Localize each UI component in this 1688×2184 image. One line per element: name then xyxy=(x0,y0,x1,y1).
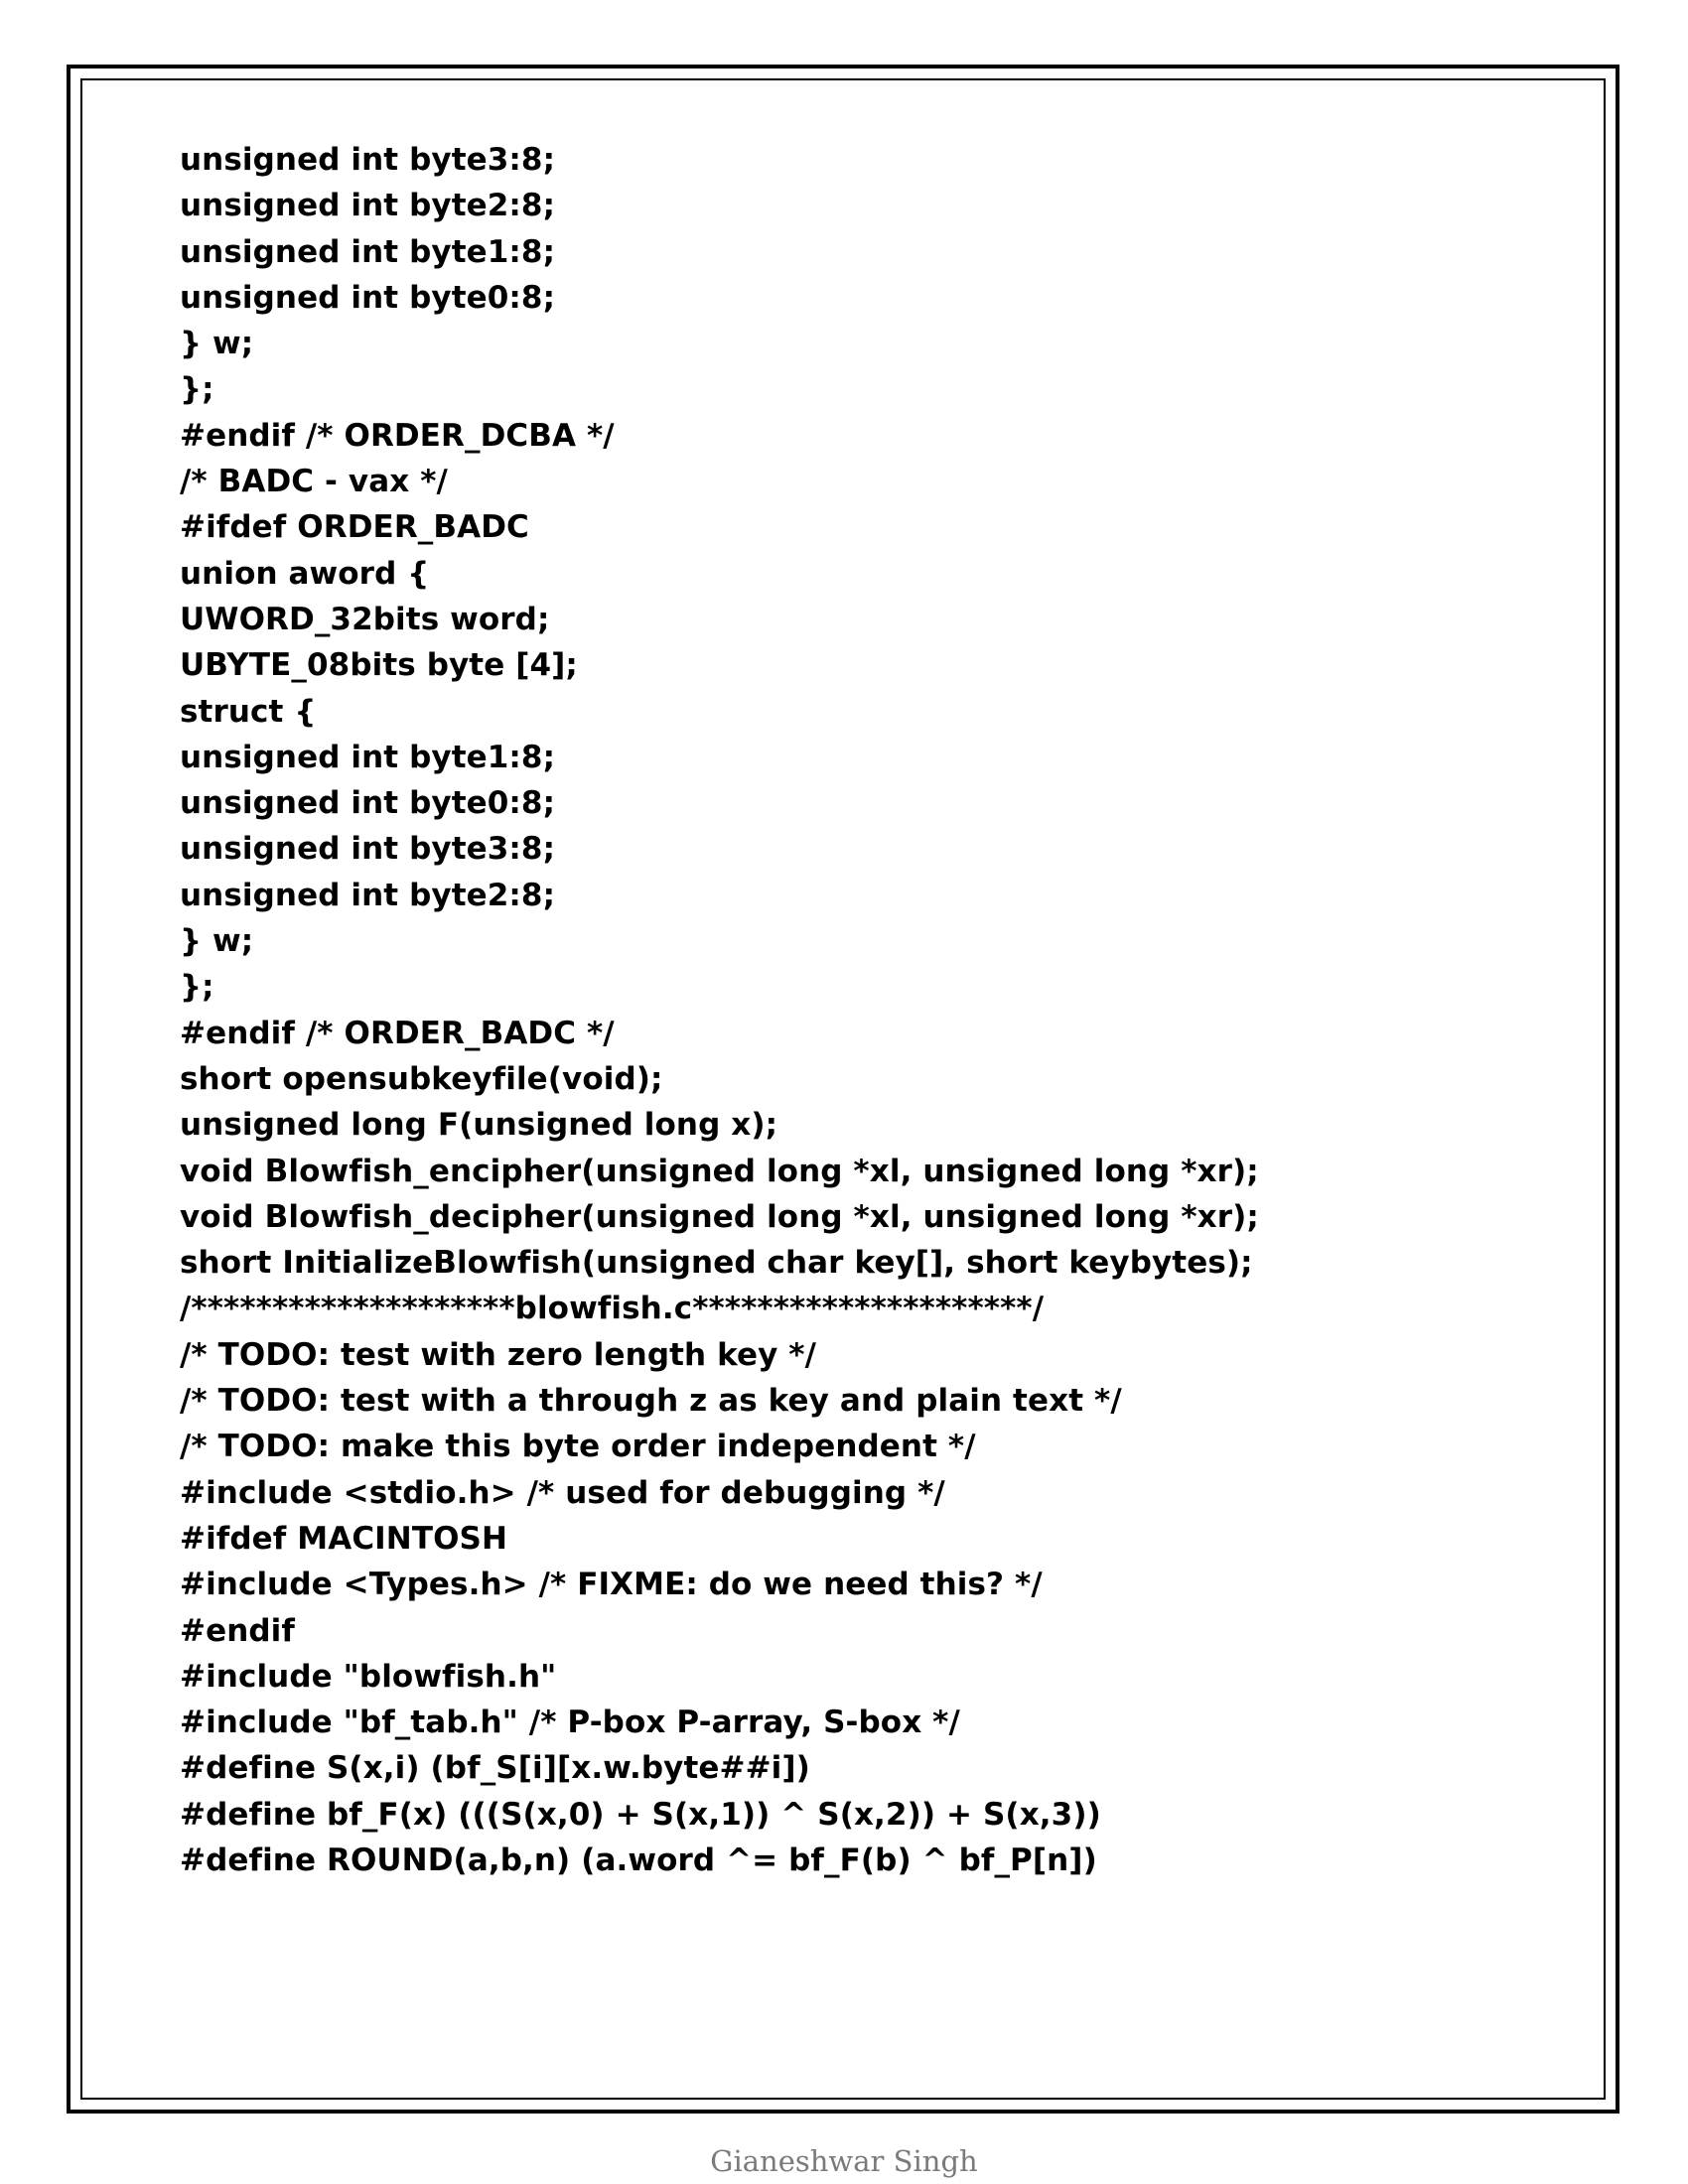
code-line: }; xyxy=(180,371,214,408)
code-line: unsigned int byte1:8; xyxy=(180,233,556,270)
code-line: #ifdef ORDER_BADC xyxy=(180,509,529,546)
code-line: /********************blowfish.c*********************/ xyxy=(180,1291,1045,1327)
code-line: UBYTE_08bits byte [4]; xyxy=(180,647,578,684)
code-line: } w; xyxy=(180,923,254,960)
code-line: union aword { xyxy=(180,555,430,592)
code-line: unsigned int byte3:8; xyxy=(180,142,556,178)
code-line: unsigned long F(unsigned long x); xyxy=(180,1107,778,1144)
code-line: #define ROUND(a,b,n) (a.word ^= bf_F(b) ^ bf_P[n]) xyxy=(180,1842,1097,1878)
code-line: UWORD_32bits word; xyxy=(180,601,550,637)
code-line: #include "blowfish.h" xyxy=(180,1658,557,1695)
code-line: #define bf_F(x) (((S(x,0) + S(x,1)) ^ S(x,2)) + S(x,3)) xyxy=(180,1796,1101,1833)
code-line: #ifdef MACINTOSH xyxy=(180,1520,508,1557)
code-line: #include <Types.h> /* FIXME: do we need this? */ xyxy=(180,1567,1043,1603)
code-line: void Blowfish_encipher(unsigned long *xl, unsigned long *xr); xyxy=(180,1153,1259,1189)
code-line: unsigned int byte1:8; xyxy=(180,739,556,775)
code-line: /* TODO: make this byte order independent */ xyxy=(180,1429,976,1465)
code-line: unsigned int byte0:8; xyxy=(180,279,556,316)
code-listing xyxy=(180,137,1259,1883)
code-line: /* TODO: test with a through z as key and plain text */ xyxy=(180,1383,1122,1420)
code-line: short opensubkeyfile(void); xyxy=(180,1060,663,1097)
code-line: #include "bf_tab.h" /* P-box P-array, S-box */ xyxy=(180,1705,960,1741)
page-footer-author: Gianeshwar Singh xyxy=(710,2144,978,2178)
code-line: } w; xyxy=(180,326,254,362)
code-line: void Blowfish_decipher(unsigned long *xl, unsigned long *xr); xyxy=(180,1198,1259,1235)
code-line: #define S(x,i) (bf_S[i][x.w.byte##i]) xyxy=(180,1750,810,1787)
code-line: /* BADC - vax */ xyxy=(180,464,448,500)
code-line: unsigned int byte2:8; xyxy=(180,188,556,224)
code-line: /* TODO: test with zero length key */ xyxy=(180,1336,817,1373)
code-line: unsigned int byte3:8; xyxy=(180,831,556,868)
code-line: #endif /* ORDER_BADC */ xyxy=(180,1015,615,1051)
code-line: struct { xyxy=(180,693,317,730)
code-line: short InitializeBlowfish(unsigned char key[], short keybytes); xyxy=(180,1245,1253,1282)
code-line: }; xyxy=(180,969,214,1006)
code-line: unsigned int byte2:8; xyxy=(180,877,556,913)
code-line: #include <stdio.h> /* used for debugging */ xyxy=(180,1474,945,1511)
code-line: #endif /* ORDER_DCBA */ xyxy=(180,417,615,454)
code-line: unsigned int byte0:8; xyxy=(180,785,556,822)
code-line: #endif xyxy=(180,1612,295,1649)
